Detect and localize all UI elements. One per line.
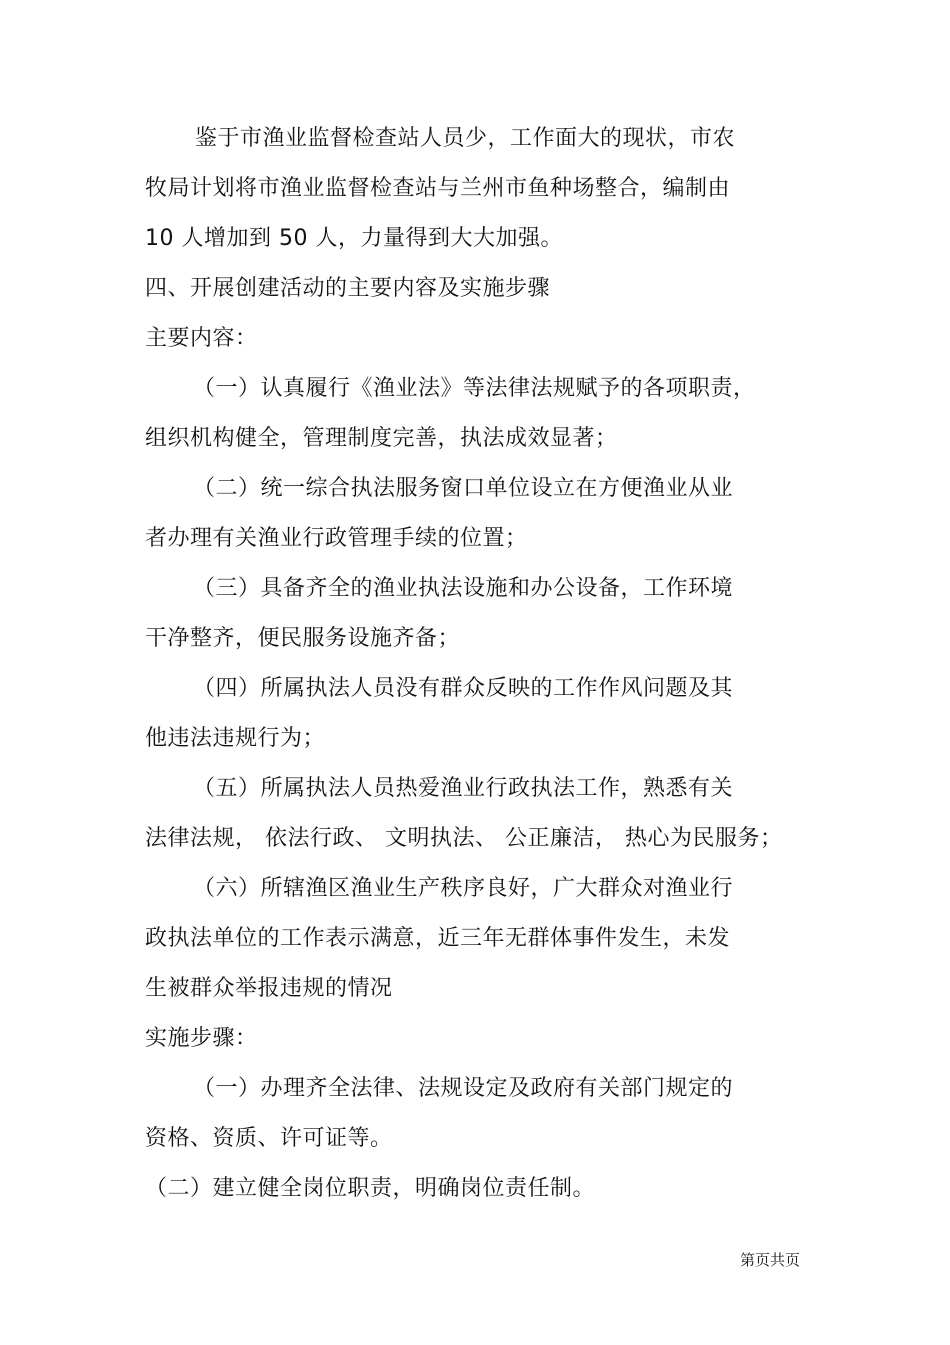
- list-item-line: 干净整齐，便民服务设施齐备；: [145, 626, 461, 651]
- subsection-label: 主要内容：: [145, 326, 258, 351]
- section-heading: 四、开展创建活动的主要内容及实施步骤: [145, 276, 551, 301]
- list-item-line: （五）所属执法人员热爱渔业行政执法工作，熟悉有关: [193, 776, 734, 801]
- list-item-line: （一）办理齐全法律、法规设定及政府有关部门规定的: [193, 1076, 734, 1101]
- list-item-line: （二）统一综合执法服务窗口单位设立在方便渔业从业: [193, 476, 734, 501]
- list-item-line: 法律法规， 依法行政、 文明执法、 公正廉洁， 热心为民服务；: [145, 826, 783, 851]
- list-item-line: 者办理有关渔业行政管理手续的位置；: [145, 526, 528, 551]
- page-footer: 第页共页: [740, 1251, 801, 1269]
- list-item-line: 政执法单位的工作表示满意，近三年无群体事件发生，未发: [145, 926, 731, 951]
- list-item-line: （一）认真履行《渔业法》等法律法规赋予的各项职责，: [193, 376, 756, 401]
- list-item-line: （六）所辖渔区渔业生产秩序良好，广大群众对渔业行: [193, 876, 734, 901]
- list-item-line: （二）建立健全岗位职责，明确岗位责任制。: [145, 1176, 596, 1201]
- subsection-label: 实施步骤：: [145, 1026, 258, 1051]
- list-item-line: 组织机构健全，管理制度完善，执法成效显著；: [145, 426, 618, 451]
- paragraph-line: 10 人增加到 50 人，力量得到大大加强。: [145, 226, 563, 251]
- paragraph-line: 牧局计划将市渔业监督检查站与兰州市鱼种场整合，编制由: [145, 176, 731, 201]
- list-item-line: （四）所属执法人员没有群众反映的工作作风问题及其: [193, 676, 734, 701]
- list-item-line: 他违法违规行为；: [145, 726, 326, 751]
- list-item-line: （三）具备齐全的渔业执法设施和办公设备，工作环境: [193, 576, 734, 601]
- paragraph-line: 鉴于市渔业监督检查站人员少，工作面大的现状，市农: [195, 126, 736, 151]
- list-item-line: 资格、资质、许可证等。: [145, 1126, 393, 1151]
- list-item-line: 生被群众举报违规的情况: [145, 976, 393, 1001]
